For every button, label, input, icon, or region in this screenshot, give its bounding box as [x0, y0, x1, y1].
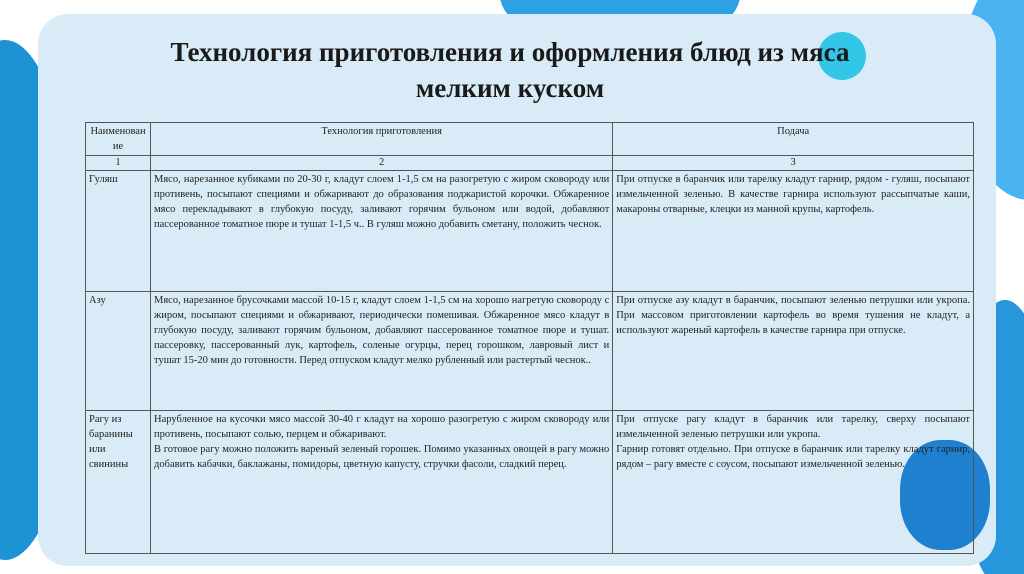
dish-name: Азу: [86, 292, 151, 411]
dish-technology: [151, 411, 613, 554]
technology-table: [85, 122, 974, 554]
col-number-2: 2: [151, 156, 613, 171]
dish-serving: При отпуске азу кладут в баранчик, посыпают зеленью петрушки или укропа. При массовом приготовлении картофель во время тушения не кладут, а используют жареный картофель в качестве гарнира при отпуске.: [613, 292, 974, 411]
dish-serving: [613, 411, 974, 554]
col-number-1: 1: [86, 156, 151, 171]
slide-title: Технология приготовления и оформления блюд из мяса мелким куском: [170, 37, 850, 103]
table-row: [86, 411, 974, 554]
header-serving: Подача: [613, 123, 974, 156]
dish-name: Гуляш: [86, 171, 151, 292]
dish-name: Рагу из баранины или свинины: [86, 411, 151, 554]
dish-technology-paragraph: В готовое рагу можно положить вареный зеленый горошек. Помимо указанных овощей в рагу можно добавить кабачки, баклажаны, помидоры, цветную капусту, стручки фасоли, сладкий перец.: [154, 444, 610, 470]
header-technology: Технология приготовления: [151, 123, 613, 156]
table-row: [86, 292, 974, 411]
header-name: Наименование: [86, 123, 151, 156]
dish-serving-paragraph: При отпуске рагу кладут в баранчик или тарелку, сверху посыпают измельченной зеленью петрушки или укропа.: [616, 414, 970, 440]
dish-technology: Мясо, нарезанное кубиками по 20-30 г, кладут слоем 1-1,5 см на разогретую с жиром сковороду или противень, посыпают специями и обжаривают до образования поджаристой корочки. Обжаренное мясо перекладывают в глубокую посуду, заливают горячим бульоном или водой, добавляют пассерованное томатное пюре и тушат 1-1,5 ч.. В гуляш можно добавить сметану, положить чеснок.: [151, 171, 613, 292]
dish-technology: Мясо, нарезанное брусочками массой 10-15 г, кладут слоем 1-1,5 см на хорошо нагретую сковороду с жиром, посыпают специями и обжаривают, периодически помешивая. Обжаренное мясо кладут в глубокую посуду, заливают горячим бульоном, добавляют пассерованное томатное пюре и тушат. пассеровку, пассерованный лук, картофель, соленые огурцы, перец горошком, лавровый лист и тушат 15-20 мин до готовности. Перед отпуском кладут мелко рубленный или растертый чеснок..: [151, 292, 613, 411]
col-number-3: 3: [613, 156, 974, 171]
table-header-row: [86, 123, 974, 156]
dish-serving: При отпуске в баранчик или тарелку кладут гарнир, рядом - гуляш, посыпают измельченной зеленью. В качестве гарнира используют рассыпчатые каши, макароны отварные, клецки из манной крупы, картофель.: [613, 171, 974, 292]
table-row: [86, 171, 974, 292]
dish-serving-paragraph: Гарнир готовят отдельно. При отпуске в баранчик или тарелку кладут гарнир, рядом – рагу вместе с соусом, посыпают измельченной зеленью.: [616, 444, 970, 470]
table-number-row: [86, 156, 974, 171]
dish-technology-paragraph: Нарубленное на кусочки мясо массой 30-40 г кладут на хорошо разогретую с жиром сковороду или противень, посыпают солью, перцем и обжаривают.: [154, 414, 610, 440]
